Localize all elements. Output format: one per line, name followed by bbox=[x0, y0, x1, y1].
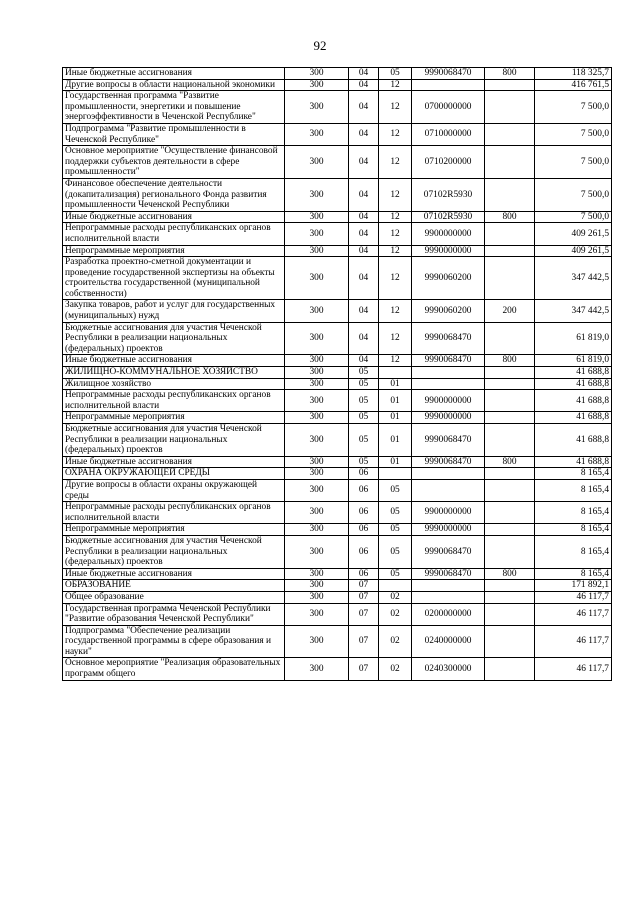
ved-cell: 300 bbox=[285, 535, 349, 568]
item-name-cell: Другие вопросы в области национальной экономики bbox=[63, 79, 285, 91]
ved-cell: 300 bbox=[285, 468, 349, 480]
item-name-cell: Закупка товаров, работ и услуг для государственных (муниципальных) нужд bbox=[63, 300, 285, 322]
item-name-cell: Подпрограмма "Развитие промышленности в Чеченской Республике" bbox=[63, 123, 285, 145]
item-name-cell: Подпрограмма "Обеспечение реализации государственной программы в сфере образования и науки" bbox=[63, 625, 285, 658]
table-row bbox=[63, 146, 612, 179]
table-row bbox=[63, 300, 612, 322]
table-row bbox=[63, 378, 612, 390]
amount-cell: 8 165,4 bbox=[535, 502, 612, 524]
target-article-cell bbox=[412, 79, 485, 91]
item-name-cell: Жилищное хозяйство bbox=[63, 378, 285, 390]
item-name-cell: Иные бюджетные ассигнования bbox=[63, 355, 285, 367]
expense-type-cell bbox=[485, 625, 535, 658]
section-cell: 05 bbox=[349, 412, 379, 424]
expense-type-cell bbox=[485, 91, 535, 124]
table-row bbox=[63, 625, 612, 658]
expense-type-cell bbox=[485, 123, 535, 145]
section-cell: 04 bbox=[349, 355, 379, 367]
amount-cell: 41 688,8 bbox=[535, 378, 612, 390]
target-article-cell: 9990060200 bbox=[412, 300, 485, 322]
target-article-cell: 9990000000 bbox=[412, 524, 485, 536]
ved-cell: 300 bbox=[285, 367, 349, 379]
amount-cell: 61 819,0 bbox=[535, 355, 612, 367]
expense-type-cell bbox=[485, 79, 535, 91]
expense-type-cell bbox=[485, 591, 535, 603]
expense-type-cell: 800 bbox=[485, 456, 535, 468]
expense-type-cell bbox=[485, 424, 535, 457]
subsection-cell: 12 bbox=[379, 322, 412, 355]
item-name-cell: Общее образование bbox=[63, 591, 285, 603]
ved-cell: 300 bbox=[285, 322, 349, 355]
expense-type-cell bbox=[485, 367, 535, 379]
section-cell: 04 bbox=[349, 79, 379, 91]
table-row bbox=[63, 223, 612, 245]
page-number: 92 bbox=[313, 38, 327, 53]
ved-cell: 300 bbox=[285, 378, 349, 390]
subsection-cell: 02 bbox=[379, 625, 412, 658]
ved-cell: 300 bbox=[285, 245, 349, 257]
section-cell: 04 bbox=[349, 178, 379, 211]
section-cell: 04 bbox=[349, 300, 379, 322]
ved-cell: 300 bbox=[285, 257, 349, 300]
table-row bbox=[63, 591, 612, 603]
amount-cell: 409 261,5 bbox=[535, 245, 612, 257]
subsection-cell: 02 bbox=[379, 591, 412, 603]
item-name-cell: Бюджетные ассигнования для участия Чеченской Республики в реализации национальных (федеральных) проектов bbox=[63, 535, 285, 568]
section-cell: 07 bbox=[349, 603, 379, 625]
expense-type-cell bbox=[485, 378, 535, 390]
item-name-cell: Непрограммные расходы республиканских органов исполнительной власти bbox=[63, 390, 285, 412]
item-name-cell: Иные бюджетные ассигнования bbox=[63, 68, 285, 80]
section-cell: 05 bbox=[349, 367, 379, 379]
expense-type-cell bbox=[485, 245, 535, 257]
amount-cell: 7 500,0 bbox=[535, 178, 612, 211]
ved-cell: 300 bbox=[285, 123, 349, 145]
table-row bbox=[63, 355, 612, 367]
section-cell: 05 bbox=[349, 424, 379, 457]
subsection-cell: 01 bbox=[379, 424, 412, 457]
expense-type-cell bbox=[485, 580, 535, 592]
item-name-cell: Финансовое обеспечение деятельности (докапитализация) регионального Фонда развития промышленности Чеченской Республики bbox=[63, 178, 285, 211]
amount-cell: 416 761,5 bbox=[535, 79, 612, 91]
section-cell: 04 bbox=[349, 68, 379, 80]
item-name-cell: Иные бюджетные ассигнования bbox=[63, 456, 285, 468]
section-cell: 06 bbox=[349, 568, 379, 580]
table-row bbox=[63, 123, 612, 145]
ved-cell: 300 bbox=[285, 658, 349, 680]
subsection-cell bbox=[379, 580, 412, 592]
ved-cell: 300 bbox=[285, 591, 349, 603]
target-article-cell: 9990068470 bbox=[412, 568, 485, 580]
subsection-cell: 12 bbox=[379, 146, 412, 179]
subsection-cell: 05 bbox=[379, 535, 412, 568]
expense-type-cell bbox=[485, 390, 535, 412]
subsection-cell: 01 bbox=[379, 412, 412, 424]
ved-cell: 300 bbox=[285, 390, 349, 412]
amount-cell: 118 325,7 bbox=[535, 68, 612, 80]
section-cell: 04 bbox=[349, 146, 379, 179]
ved-cell: 300 bbox=[285, 211, 349, 223]
target-article-cell bbox=[412, 367, 485, 379]
budget-table-body bbox=[63, 68, 612, 681]
section-cell: 04 bbox=[349, 123, 379, 145]
table-row bbox=[63, 524, 612, 536]
expense-type-cell bbox=[485, 524, 535, 536]
amount-cell: 61 819,0 bbox=[535, 322, 612, 355]
section-cell: 07 bbox=[349, 591, 379, 603]
amount-cell: 8 165,4 bbox=[535, 524, 612, 536]
section-cell: 07 bbox=[349, 658, 379, 680]
target-article-cell: 9990000000 bbox=[412, 245, 485, 257]
target-article-cell: 9990068470 bbox=[412, 424, 485, 457]
table-row bbox=[63, 535, 612, 568]
table-row bbox=[63, 603, 612, 625]
expense-type-cell bbox=[485, 502, 535, 524]
target-article-cell: 9990000000 bbox=[412, 412, 485, 424]
subsection-cell: 02 bbox=[379, 603, 412, 625]
subsection-cell: 12 bbox=[379, 300, 412, 322]
subsection-cell: 12 bbox=[379, 178, 412, 211]
ved-cell: 300 bbox=[285, 146, 349, 179]
table-row bbox=[63, 479, 612, 501]
item-name-cell: Бюджетные ассигнования для участия Чеченской Республики в реализации национальных (федеральных) проектов bbox=[63, 322, 285, 355]
subsection-cell: 01 bbox=[379, 390, 412, 412]
table-row bbox=[63, 568, 612, 580]
amount-cell: 409 261,5 bbox=[535, 223, 612, 245]
expense-type-cell: 800 bbox=[485, 211, 535, 223]
expense-type-cell: 200 bbox=[485, 300, 535, 322]
section-cell: 05 bbox=[349, 378, 379, 390]
expense-type-cell bbox=[485, 178, 535, 211]
amount-cell: 7 500,0 bbox=[535, 146, 612, 179]
item-name-cell: Другие вопросы в области охраны окружающей среды bbox=[63, 479, 285, 501]
target-article-cell: 0240300000 bbox=[412, 658, 485, 680]
target-article-cell: 9990068470 bbox=[412, 535, 485, 568]
target-article-cell: 9990060200 bbox=[412, 257, 485, 300]
table-row bbox=[63, 257, 612, 300]
item-name-cell: Разработка проектно-сметной документации и проведение государственной экспертизы на объекты строительства государственной (муниципальной собственности) bbox=[63, 257, 285, 300]
expense-type-cell bbox=[485, 412, 535, 424]
table-row bbox=[63, 245, 612, 257]
item-name-cell: Государственная программа "Развитие промышленности, энергетики и повышение энергоэффективности в Чеченской Республике" bbox=[63, 91, 285, 124]
section-cell: 06 bbox=[349, 468, 379, 480]
target-article-cell bbox=[412, 591, 485, 603]
section-cell: 07 bbox=[349, 580, 379, 592]
target-article-cell: 0240000000 bbox=[412, 625, 485, 658]
subsection-cell: 05 bbox=[379, 524, 412, 536]
target-article-cell: 0710000000 bbox=[412, 123, 485, 145]
item-name-cell: Государственная программа Чеченской Республики "Развитие образования Чеченской Республики" bbox=[63, 603, 285, 625]
table-row bbox=[63, 424, 612, 457]
table-row bbox=[63, 468, 612, 480]
subsection-cell: 12 bbox=[379, 211, 412, 223]
ved-cell: 300 bbox=[285, 502, 349, 524]
ved-cell: 300 bbox=[285, 456, 349, 468]
expense-type-cell bbox=[485, 535, 535, 568]
amount-cell: 41 688,8 bbox=[535, 367, 612, 379]
expense-type-cell: 800 bbox=[485, 568, 535, 580]
table-row bbox=[63, 502, 612, 524]
table-row bbox=[63, 658, 612, 680]
amount-cell: 41 688,8 bbox=[535, 390, 612, 412]
item-name-cell: Непрограммные мероприятия bbox=[63, 524, 285, 536]
ved-cell: 300 bbox=[285, 568, 349, 580]
ved-cell: 300 bbox=[285, 603, 349, 625]
amount-cell: 8 165,4 bbox=[535, 568, 612, 580]
subsection-cell: 12 bbox=[379, 355, 412, 367]
target-article-cell: 9900000000 bbox=[412, 223, 485, 245]
amount-cell: 7 500,0 bbox=[535, 123, 612, 145]
ved-cell: 300 bbox=[285, 479, 349, 501]
table-row bbox=[63, 367, 612, 379]
expense-type-cell bbox=[485, 146, 535, 179]
ved-cell: 300 bbox=[285, 580, 349, 592]
subsection-cell: 12 bbox=[379, 245, 412, 257]
table-row bbox=[63, 456, 612, 468]
amount-cell: 8 165,4 bbox=[535, 535, 612, 568]
table-row bbox=[63, 412, 612, 424]
target-article-cell: 9990068470 bbox=[412, 68, 485, 80]
item-name-cell: Непрограммные мероприятия bbox=[63, 412, 285, 424]
expense-type-cell bbox=[485, 322, 535, 355]
ved-cell: 300 bbox=[285, 79, 349, 91]
target-article-cell: 9990068470 bbox=[412, 322, 485, 355]
ved-cell: 300 bbox=[285, 178, 349, 211]
subsection-cell: 12 bbox=[379, 223, 412, 245]
subsection-cell: 01 bbox=[379, 378, 412, 390]
section-cell: 04 bbox=[349, 257, 379, 300]
target-article-cell bbox=[412, 580, 485, 592]
table-row bbox=[63, 322, 612, 355]
ved-cell: 300 bbox=[285, 424, 349, 457]
target-article-cell: 07102R5930 bbox=[412, 211, 485, 223]
target-article-cell bbox=[412, 468, 485, 480]
table-row bbox=[63, 178, 612, 211]
table-row bbox=[63, 91, 612, 124]
ved-cell: 300 bbox=[285, 223, 349, 245]
target-article-cell: 9900000000 bbox=[412, 502, 485, 524]
table-row bbox=[63, 68, 612, 80]
section-cell: 04 bbox=[349, 91, 379, 124]
table-row bbox=[63, 79, 612, 91]
expense-type-cell bbox=[485, 603, 535, 625]
subsection-cell: 05 bbox=[379, 502, 412, 524]
item-name-cell: Непрограммные расходы республиканских органов исполнительной власти bbox=[63, 223, 285, 245]
table-row bbox=[63, 580, 612, 592]
subsection-cell: 05 bbox=[379, 568, 412, 580]
amount-cell: 8 165,4 bbox=[535, 468, 612, 480]
expense-type-cell bbox=[485, 658, 535, 680]
subsection-cell: 02 bbox=[379, 658, 412, 680]
expense-type-cell bbox=[485, 257, 535, 300]
subsection-cell bbox=[379, 367, 412, 379]
ved-cell: 300 bbox=[285, 91, 349, 124]
ved-cell: 300 bbox=[285, 68, 349, 80]
subsection-cell bbox=[379, 468, 412, 480]
expense-type-cell: 800 bbox=[485, 355, 535, 367]
amount-cell: 41 688,8 bbox=[535, 424, 612, 457]
target-article-cell: 9900000000 bbox=[412, 390, 485, 412]
subsection-cell: 12 bbox=[379, 91, 412, 124]
item-name-cell: Основное мероприятие "Реализация образовательных программ общего bbox=[63, 658, 285, 680]
amount-cell: 347 442,5 bbox=[535, 257, 612, 300]
amount-cell: 41 688,8 bbox=[535, 456, 612, 468]
expense-type-cell: 800 bbox=[485, 68, 535, 80]
table-row bbox=[63, 390, 612, 412]
target-article-cell: 0700000000 bbox=[412, 91, 485, 124]
target-article-cell: 9990068470 bbox=[412, 456, 485, 468]
amount-cell: 46 117,7 bbox=[535, 625, 612, 658]
item-name-cell: Непрограммные мероприятия bbox=[63, 245, 285, 257]
section-cell: 04 bbox=[349, 322, 379, 355]
section-cell: 04 bbox=[349, 211, 379, 223]
target-article-cell: 0710200000 bbox=[412, 146, 485, 179]
item-name-cell: ЖИЛИЩНО-КОММУНАЛЬНОЕ ХОЗЯЙСТВО bbox=[63, 367, 285, 379]
ved-cell: 300 bbox=[285, 412, 349, 424]
amount-cell: 8 165,4 bbox=[535, 479, 612, 501]
section-cell: 04 bbox=[349, 245, 379, 257]
subsection-cell: 12 bbox=[379, 257, 412, 300]
section-cell: 06 bbox=[349, 524, 379, 536]
subsection-cell: 12 bbox=[379, 79, 412, 91]
subsection-cell: 12 bbox=[379, 123, 412, 145]
section-cell: 06 bbox=[349, 479, 379, 501]
subsection-cell: 01 bbox=[379, 456, 412, 468]
item-name-cell: Иные бюджетные ассигнования bbox=[63, 211, 285, 223]
target-article-cell: 9990068470 bbox=[412, 355, 485, 367]
table-row bbox=[63, 211, 612, 223]
expense-type-cell bbox=[485, 468, 535, 480]
amount-cell: 171 892,1 bbox=[535, 580, 612, 592]
amount-cell: 41 688,8 bbox=[535, 412, 612, 424]
item-name-cell: Основное мероприятие "Осуществление финансовой поддержки субъектов деятельности в сфере промышленности" bbox=[63, 146, 285, 179]
item-name-cell: Иные бюджетные ассигнования bbox=[63, 568, 285, 580]
ved-cell: 300 bbox=[285, 300, 349, 322]
amount-cell: 46 117,7 bbox=[535, 603, 612, 625]
section-cell: 05 bbox=[349, 390, 379, 412]
ved-cell: 300 bbox=[285, 524, 349, 536]
amount-cell: 46 117,7 bbox=[535, 658, 612, 680]
section-cell: 04 bbox=[349, 223, 379, 245]
item-name-cell: Бюджетные ассигнования для участия Чеченской Республики в реализации национальных (федеральных) проектов bbox=[63, 424, 285, 457]
amount-cell: 7 500,0 bbox=[535, 91, 612, 124]
amount-cell: 7 500,0 bbox=[535, 211, 612, 223]
target-article-cell bbox=[412, 479, 485, 501]
ved-cell: 300 bbox=[285, 625, 349, 658]
section-cell: 06 bbox=[349, 502, 379, 524]
target-article-cell bbox=[412, 378, 485, 390]
amount-cell: 46 117,7 bbox=[535, 591, 612, 603]
item-name-cell: Непрограммные расходы республиканских органов исполнительной власти bbox=[63, 502, 285, 524]
expense-type-cell bbox=[485, 223, 535, 245]
budget-table bbox=[62, 67, 612, 681]
target-article-cell: 07102R5930 bbox=[412, 178, 485, 211]
item-name-cell: ОБРАЗОВАНИЕ bbox=[63, 580, 285, 592]
subsection-cell: 05 bbox=[379, 68, 412, 80]
subsection-cell: 05 bbox=[379, 479, 412, 501]
section-cell: 06 bbox=[349, 535, 379, 568]
expense-type-cell bbox=[485, 479, 535, 501]
section-cell: 07 bbox=[349, 625, 379, 658]
item-name-cell: ОХРАНА ОКРУЖАЮЩЕЙ СРЕДЫ bbox=[63, 468, 285, 480]
section-cell: 05 bbox=[349, 456, 379, 468]
target-article-cell: 0200000000 bbox=[412, 603, 485, 625]
ved-cell: 300 bbox=[285, 355, 349, 367]
amount-cell: 347 442,5 bbox=[535, 300, 612, 322]
